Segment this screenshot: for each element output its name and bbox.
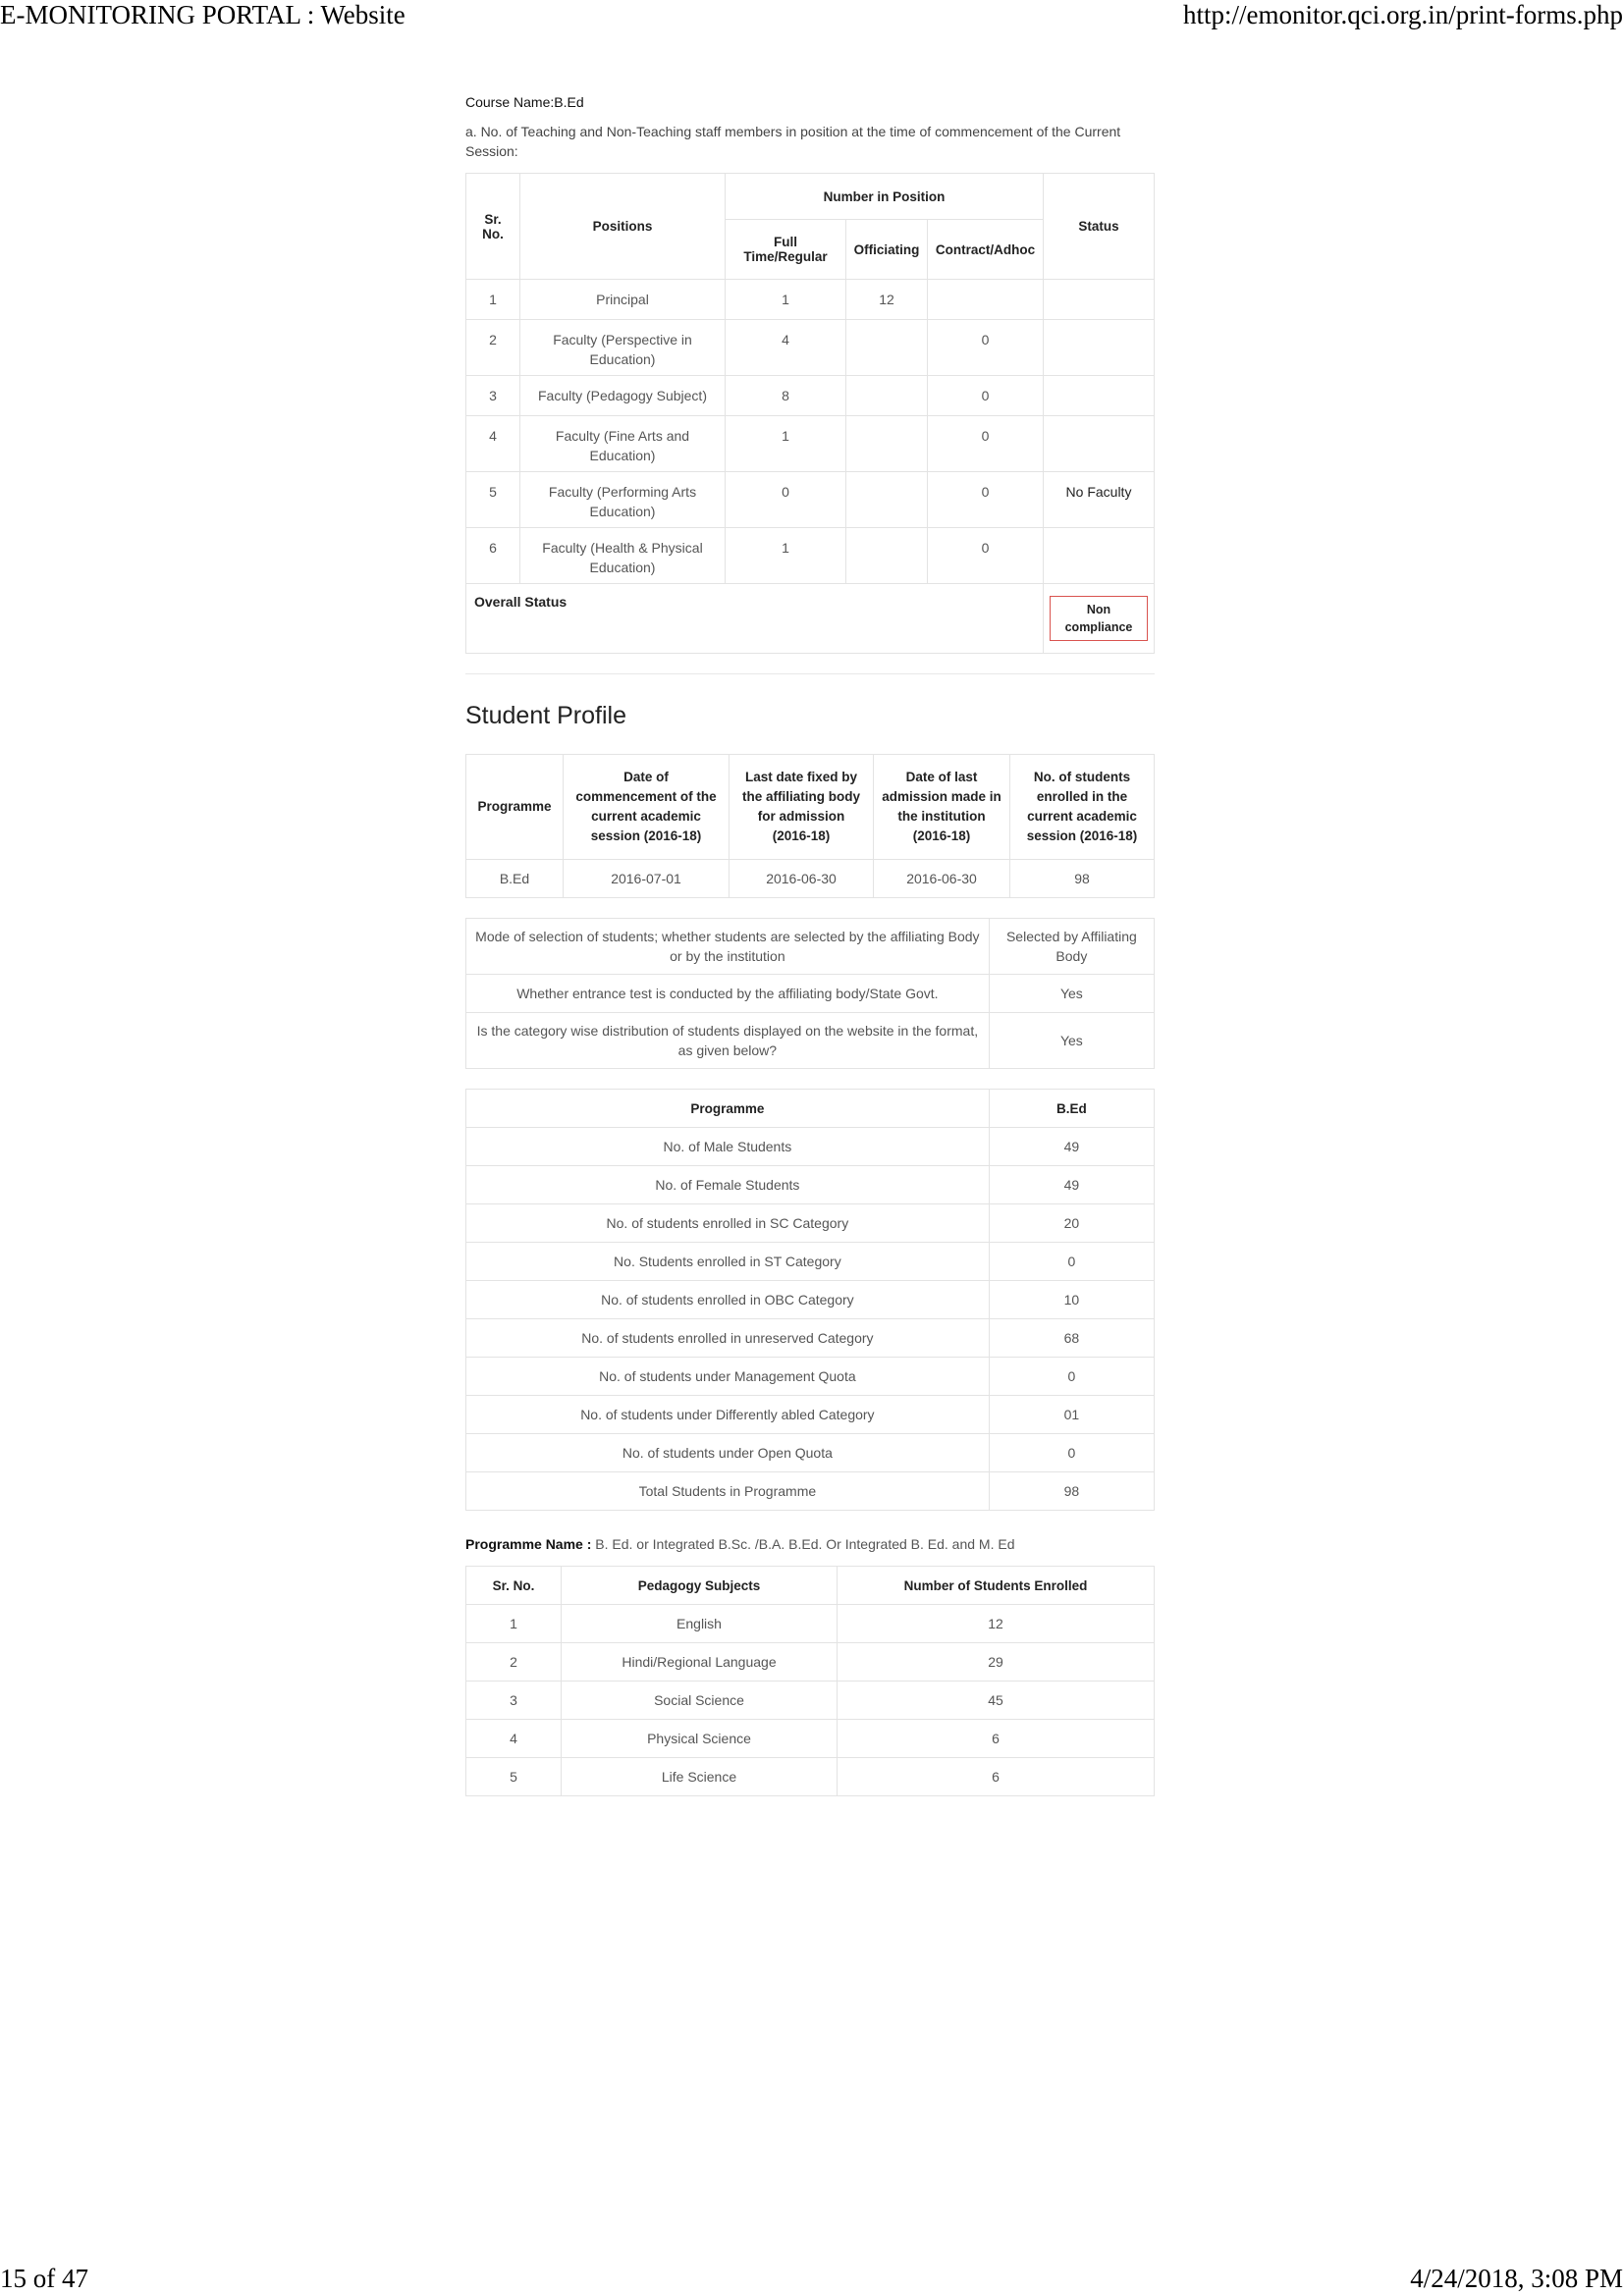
student-profile-table [465, 754, 1155, 898]
table-row [466, 860, 1155, 898]
programme-name [465, 1536, 1155, 1552]
contract-cell: 0 [928, 528, 1044, 584]
contract-header: Contract/Adhoc [928, 220, 1044, 280]
sr-cell: 2 [466, 1643, 562, 1682]
sr-cell: 5 [466, 1758, 562, 1796]
table-row [466, 1643, 1155, 1682]
sr-cell: 1 [466, 280, 520, 320]
officiating-cell: 12 [846, 280, 928, 320]
sr-cell: 6 [466, 528, 520, 584]
category-value: 0 [989, 1243, 1154, 1281]
officiating-cell [846, 416, 928, 472]
subject-cell: English [562, 1605, 838, 1643]
count-cell: 6 [838, 1720, 1155, 1758]
pedagogy-subjects-header: Pedagogy Subjects [562, 1567, 838, 1605]
page-content [465, 94, 1155, 1796]
number-in-position-header: Number in Position [726, 174, 1044, 220]
category-value: 10 [989, 1281, 1154, 1319]
category-value: 98 [989, 1472, 1154, 1511]
category-distribution-table [465, 1089, 1155, 1511]
officiating-cell [846, 376, 928, 416]
overall-status-label: Overall Status [466, 584, 1044, 654]
last-date-cell: 2016-06-30 [730, 860, 874, 898]
table-row [466, 1758, 1155, 1796]
programme-name-label: Programme Name : [465, 1536, 592, 1552]
category-label: Total Students in Programme [466, 1472, 990, 1511]
sr-cell: 1 [466, 1605, 562, 1643]
last-date-header: Last date fixed by the affiliating body for admission (2016-18) [730, 755, 874, 860]
table-row [466, 472, 1155, 528]
position-cell: Faculty (Fine Arts and Education) [520, 416, 726, 472]
programme-cell: B.Ed [466, 860, 564, 898]
status-cell [1044, 280, 1155, 320]
table-row [466, 1472, 1155, 1511]
table-row [466, 919, 1155, 975]
full-time-cell: 1 [726, 416, 846, 472]
table-row [466, 1204, 1155, 1243]
position-cell: Faculty (Perspective in Education) [520, 320, 726, 376]
students-enrolled-cell: 98 [1010, 860, 1155, 898]
sr-no-header: Sr. No. [466, 174, 520, 280]
category-label: No. of Female Students [466, 1166, 990, 1204]
officiating-cell [846, 472, 928, 528]
sr-cell: 3 [466, 1682, 562, 1720]
last-admission-cell: 2016-06-30 [874, 860, 1010, 898]
answer-cell: Yes [989, 1013, 1154, 1069]
sr-cell: 4 [466, 416, 520, 472]
section-title: Student Profile [465, 702, 626, 729]
question-cell: Mode of selection of students; whether students are selected by the affiliating Body or by the institution [466, 919, 990, 975]
table-row [466, 280, 1155, 320]
table-row [466, 1128, 1155, 1166]
students-enrolled-header: No. of students enrolled in the current academic session (2016-18) [1010, 755, 1155, 860]
contract-cell: 0 [928, 320, 1044, 376]
status-cell [1044, 320, 1155, 376]
staff-intro: a. No. of Teaching and Non-Teaching staff members in position at the time of commencement of the Current Session: [465, 124, 1121, 159]
officiating-cell [846, 320, 928, 376]
category-label: No. of students under Differently abled Category [466, 1396, 990, 1434]
table-row [466, 376, 1155, 416]
full-time-cell: 8 [726, 376, 846, 416]
print-footer-page: 15 of 47 [0, 2264, 88, 2293]
contract-cell: 0 [928, 472, 1044, 528]
status-cell [1044, 528, 1155, 584]
category-label: No. of Male Students [466, 1128, 990, 1166]
count-cell: 12 [838, 1605, 1155, 1643]
full-time-cell: 0 [726, 472, 846, 528]
answer-cell: Selected by Affiliating Body [989, 919, 1154, 975]
table-row [466, 1013, 1155, 1069]
position-cell: Principal [520, 280, 726, 320]
overall-status-cell [1044, 584, 1155, 654]
category-label: No. Students enrolled in ST Category [466, 1243, 990, 1281]
commencement-header: Date of commencement of the current academic session (2016-18) [564, 755, 730, 860]
status-cell [1044, 376, 1155, 416]
contract-cell: 0 [928, 376, 1044, 416]
category-value: 68 [989, 1319, 1154, 1358]
table-row [466, 1720, 1155, 1758]
subject-cell: Physical Science [562, 1720, 838, 1758]
officiating-header: Officiating [846, 220, 928, 280]
category-value: 0 [989, 1434, 1154, 1472]
table-row [466, 528, 1155, 584]
category-label: No. of students under Management Quota [466, 1358, 990, 1396]
full-time-cell: 1 [726, 528, 846, 584]
pedagogy-table [465, 1566, 1155, 1796]
table-row [466, 1166, 1155, 1204]
question-cell: Is the category wise distribution of students displayed on the website in the format, as given below? [466, 1013, 990, 1069]
officiating-cell [846, 528, 928, 584]
count-cell: 45 [838, 1682, 1155, 1720]
subject-cell: Life Science [562, 1758, 838, 1796]
full-time-header: Full Time/Regular [726, 220, 846, 280]
status-badge: Non compliance [1050, 596, 1148, 641]
table-row [466, 975, 1155, 1013]
contract-cell: 0 [928, 416, 1044, 472]
print-header-url: http://emonitor.qci.org.in/print-forms.php [1183, 0, 1623, 29]
category-label: No. of students enrolled in unreserved Category [466, 1319, 990, 1358]
students-enrolled-header: Number of Students Enrolled [838, 1567, 1155, 1605]
category-value: 01 [989, 1396, 1154, 1434]
subject-cell: Hindi/Regional Language [562, 1643, 838, 1682]
programme-header: Programme [466, 755, 564, 860]
table-row [466, 1605, 1155, 1643]
programme-name-value: B. Ed. or Integrated B.Sc. /B.A. B.Ed. Or Integrated B. Ed. and M. Ed [591, 1536, 1015, 1552]
position-cell: Faculty (Performing Arts Education) [520, 472, 726, 528]
full-time-cell: 1 [726, 280, 846, 320]
positions-header: Positions [520, 174, 726, 280]
table-row [466, 1434, 1155, 1472]
bed-header: B.Ed [989, 1090, 1154, 1128]
sr-cell: 5 [466, 472, 520, 528]
table-row [466, 1682, 1155, 1720]
selection-mode-table [465, 918, 1155, 1069]
last-admission-header: Date of last admission made in the institution (2016-18) [874, 755, 1010, 860]
commencement-cell: 2016-07-01 [564, 860, 730, 898]
subject-cell: Social Science [562, 1682, 838, 1720]
staff-table [465, 173, 1155, 654]
table-row [466, 1319, 1155, 1358]
table-row [466, 1281, 1155, 1319]
table-row [466, 1243, 1155, 1281]
contract-cell [928, 280, 1044, 320]
table-row [466, 320, 1155, 376]
category-value: 49 [989, 1166, 1154, 1204]
sr-cell: 2 [466, 320, 520, 376]
category-value: 0 [989, 1358, 1154, 1396]
category-value: 20 [989, 1204, 1154, 1243]
position-cell: Faculty (Pedagogy Subject) [520, 376, 726, 416]
category-label: No. of students enrolled in SC Category [466, 1204, 990, 1243]
count-cell: 6 [838, 1758, 1155, 1796]
sr-no-header: Sr. No. [466, 1567, 562, 1605]
status-cell [1044, 416, 1155, 472]
print-header-title: E-MONITORING PORTAL : Website [0, 0, 406, 29]
table-row [466, 1396, 1155, 1434]
course-name: Course Name:B.Ed [465, 94, 584, 110]
full-time-cell: 4 [726, 320, 846, 376]
category-value: 49 [989, 1128, 1154, 1166]
question-cell: Whether entrance test is conducted by the affiliating body/State Govt. [466, 975, 990, 1013]
category-label: No. of students under Open Quota [466, 1434, 990, 1472]
status-header: Status [1044, 174, 1155, 280]
count-cell: 29 [838, 1643, 1155, 1682]
overall-status-row [466, 584, 1155, 654]
sr-cell: 3 [466, 376, 520, 416]
table-row [466, 416, 1155, 472]
print-footer-timestamp: 4/24/2018, 3:08 PM [1410, 2264, 1623, 2293]
sr-cell: 4 [466, 1720, 562, 1758]
status-cell: No Faculty [1044, 472, 1155, 528]
position-cell: Faculty (Health & Physical Education) [520, 528, 726, 584]
programme-header: Programme [466, 1090, 990, 1128]
category-label: No. of students enrolled in OBC Category [466, 1281, 990, 1319]
table-row [466, 1358, 1155, 1396]
answer-cell: Yes [989, 975, 1154, 1013]
divider [465, 673, 1155, 674]
